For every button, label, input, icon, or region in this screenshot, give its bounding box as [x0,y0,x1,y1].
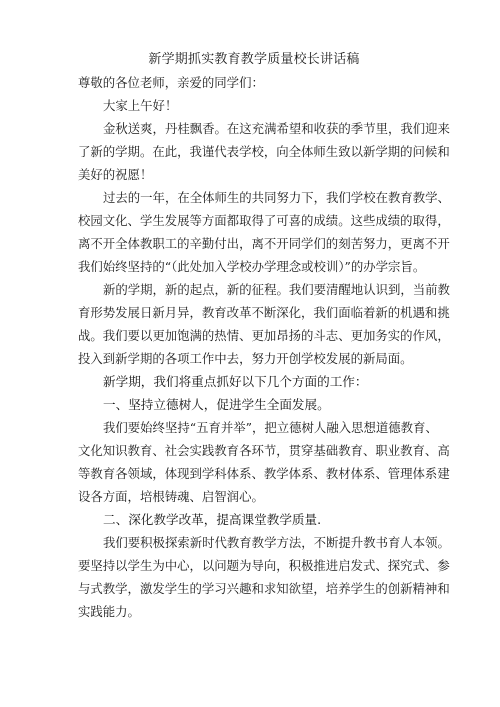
paragraph-line: 新的学期，新的起点，新的征程。我们要清醒地认识到，当前教 [103,282,450,297]
section-line: 我们要积极探索新时代教育教学方法，不断提升教书育人本领。 [103,535,450,550]
paragraph-3 [78,278,450,370]
section-line: 要坚持以学生为中心，以问题为导向，积极推进启发式、探究式、参 [78,558,450,573]
document-title: 新学期抓实教育教学质量校长讲话稿 [148,52,360,67]
section-heading: 一、坚持立德树人，促进学生全面发展。 [103,397,330,412]
section-line: 我们要始终坚持“五育并举”，把立德树人融入思想道德教育、 [103,420,438,435]
section-line: 文化知识教育、社会实践教育各环节，贯穿基础教育、职业教育、高 [78,443,450,458]
paragraph-line: 过去的一年，在全体师生的共同努力下，我们学校在教育教学、 [103,190,450,205]
paragraph-line: 美好的祝愿！ [78,167,153,182]
section-heading: 二、深化教学改革，提高课堂教学质量. [103,512,322,527]
document-page [78,50,450,623]
paragraph-line: 我们始终坚持的“（此处加入学校办学理念或校训）”的办学宗旨。 [78,259,426,274]
paragraph-2 [78,186,450,278]
intro-heading: 新学期，我们将重点抓好以下几个方面的工作： [103,374,368,389]
paragraph-line: 战。我们要以更加饱满的热情、更加昂扬的斗志、更加务实的作风， [78,328,450,343]
paragraph-line: 离不开全体教职工的辛勤付出，离不开同学们的刻苦努力，更离不开 [78,236,450,251]
section-line: 设各方面，培根铸魂、启智润心。 [78,489,264,504]
section-line: 实践能力。 [78,604,140,619]
paragraph-line: 了新的学期。在此，我谨代表学校，向全体师生致以新学期的问候和 [78,144,450,159]
section-line: 等教育各领域，体现到学科体系、教学体系、教材体系、管理体系建 [78,466,450,481]
section-1 [78,393,450,508]
paragraph-1 [78,117,450,186]
paragraph-line: 金秋送爽，丹桂飘香。在这充满希望和收获的季节里，我们迎来 [103,121,450,136]
greeting: 大家上午好！ [103,98,178,113]
paragraph-line: 校园文化、学生发展等方面都取得了可喜的成绩。这些成绩的取得， [78,213,450,228]
salutation: 尊敬的各位老师，亲爱的同学们： [78,75,264,90]
section-2 [78,508,450,623]
paragraph-line: 投入到新学期的各项工作中去，努力开创学校发展的新局面。 [78,351,413,366]
paragraph-line: 育形势发展日新月异，教育改革不断深化，我们面临着新的机遇和挑 [78,305,450,320]
section-line: 与式教学，激发学生的学习兴趣和求知欲望，培养学生的创新精神和 [78,581,450,596]
